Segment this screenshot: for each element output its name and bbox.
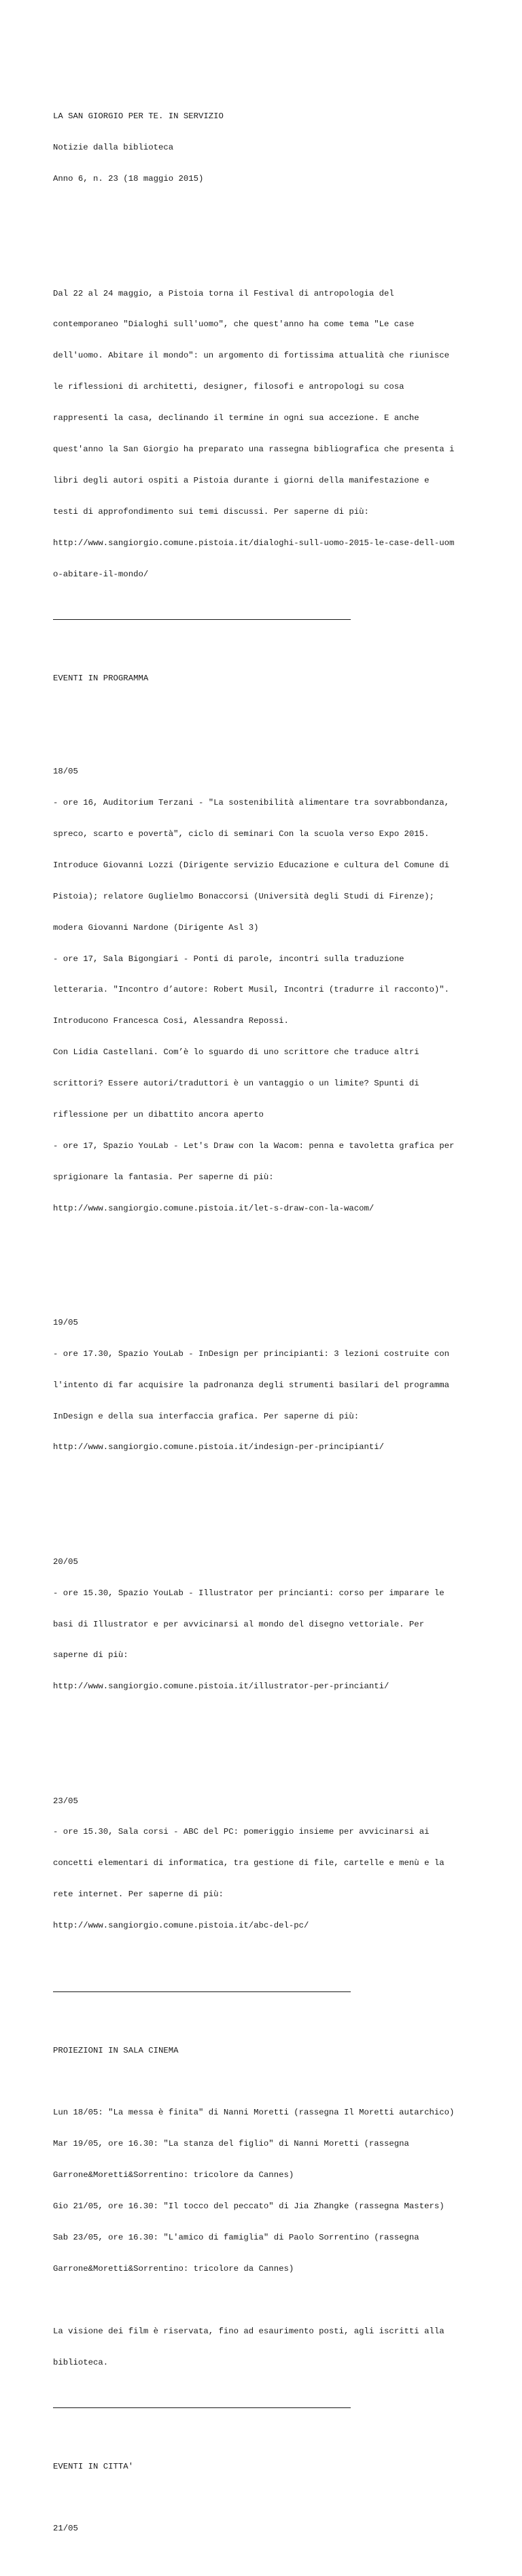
- event-day: [53, 1775, 488, 1952]
- intro-line: le riflessioni di architetti, designer, filosofi e antropologi su cosa: [53, 382, 404, 392]
- spacer: [53, 1495, 488, 1505]
- event-day: [53, 1297, 488, 1474]
- section-heading: EVENTI IN CITTA': [53, 2461, 134, 2471]
- screening-line: Lun 18/05: "La messa è finita" di Nanni Moretti (rassegna Il Moretti autarchico): [53, 2108, 455, 2118]
- event-line: InDesign e della sua interfaccia grafica. Per saperne di più:: [53, 1411, 360, 1421]
- event-line: - ore 17, Spazio YouLab - Let's Draw con la Wacom: penna e tavoletta grafica per: [53, 1141, 455, 1151]
- newsletter-title: LA SAN GIORGIO PER TE. IN SERVIZIO: [53, 111, 224, 122]
- newsletter-document: [53, 60, 488, 2576]
- event-link[interactable]: http://www.sangiorgio.comune.pistoia.it/abc-del-pc/: [53, 1921, 309, 1931]
- spacer: [53, 2077, 488, 2087]
- intro-line: libri degli autori ospiti a Pistoia durante i giorni della manifestazione e: [53, 475, 430, 485]
- intro-line: rappresenti la casa, declinando il termine in ogni sua accezione. E anche: [53, 413, 419, 423]
- cinema-note: La visione dei film è riservata, fino ad esaurimento posti, agli iscritti alla: [53, 2326, 445, 2336]
- event-line: concetti elementari di informatica, tra gestione di file, cartelle e menù e la: [53, 1858, 445, 1868]
- event-link[interactable]: http://www.sangiorgio.comune.pistoia.it/illustrator-per-princianti/: [53, 1682, 389, 1692]
- event-line: Pistoia); relatore Guglielmo Bonaccorsi (Università degli Studi di Firenze);: [53, 891, 434, 901]
- newsletter-issue: Anno 6, n. 23 (18 maggio 2015): [53, 174, 204, 184]
- event-date: 23/05: [53, 1796, 78, 1806]
- event-day: [53, 746, 488, 1235]
- event-line: modera Giovanni Nardone (Dirigente Asl 3): [53, 922, 259, 933]
- spacer: [53, 1734, 488, 1744]
- intro-line: dell'uomo. Abitare il mondo": un argomento di fortissima attualità che riunisce: [53, 351, 449, 361]
- event-line: sprigionare la fantasia. Per saperne di più:: [53, 1172, 274, 1182]
- intro-paragraph: [53, 268, 488, 601]
- intro-line: Dal 22 al 24 maggio, a Pistoia torna il Festival di antropologia del: [53, 288, 394, 298]
- intro-line: contemporaneo "Dialoghi sull'uomo", che quest'anno ha come tema "Le case: [53, 319, 415, 330]
- screening-line: Sab 23/05, ore 16.30: "L'amico di famiglia" di Paolo Sorrentino (rassegna: [53, 2233, 419, 2243]
- event-line: riflessione per un dibattito ancora aperto: [53, 1109, 264, 1119]
- event-line: Introducono Francesca Cosi, Alessandra Repossi.: [53, 1016, 289, 1026]
- spacer: [53, 2295, 488, 2305]
- event-date: 20/05: [53, 1556, 78, 1567]
- event-line: letteraria. "Incontro d’autore: Robert Musil, Incontri (tradurre il racconto)".: [53, 985, 449, 995]
- event-line: scrittori? Essere autori/traduttori è un vantaggio o un limite? Spunti di: [53, 1079, 419, 1089]
- event-line: spreco, scarto e povertà", ciclo di seminari Con la scuola verso Expo 2015.: [53, 829, 430, 839]
- newsletter-subtitle: Notizie dalla biblioteca: [53, 143, 174, 153]
- section-heading: PROIEZIONI IN SALA CINEMA: [53, 2045, 179, 2055]
- event-date: 21/05: [53, 2524, 78, 2534]
- screening-line: Gio 21/05, ore 16.30: "Il tocco del peccato" di Jia Zhangke (rassegna Masters): [53, 2201, 445, 2212]
- event-day: [53, 1536, 488, 1713]
- event-line: rete internet. Per saperne di più:: [53, 1890, 224, 1900]
- events-section: [53, 655, 488, 1973]
- event-date: 19/05: [53, 1317, 78, 1327]
- event-line: - ore 16, Auditorium Terzani - "La sostenibilità alimentare tra sovrabbondanza,: [53, 798, 449, 808]
- city-section: [53, 2443, 488, 2555]
- event-line: l'intento di far acquisire la padronanza degli strumenti basilari del programma: [53, 1380, 449, 1390]
- event-line: basi di Illustrator e per avvicinarsi al mondo del disegno vettoriale. Per: [53, 1619, 425, 1629]
- event-link[interactable]: http://www.sangiorgio.comune.pistoia.it/let-s-draw-con-la-wacom/: [53, 1203, 375, 1213]
- intro-link[interactable]: o-abitare-il-mondo/: [53, 569, 149, 579]
- event-link[interactable]: http://www.sangiorgio.comune.pistoia.it/indesign-per-principianti/: [53, 1442, 385, 1452]
- section-heading: EVENTI IN PROGRAMMA: [53, 673, 149, 683]
- event-date: 18/05: [53, 767, 78, 777]
- event-line: - ore 15.30, Sala corsi - ABC del PC: pomeriggio insieme per avvicinarsi ai: [53, 1827, 430, 1837]
- cinema-note: biblioteca.: [53, 2357, 109, 2367]
- spacer: [53, 2492, 488, 2503]
- spacer: [53, 1255, 488, 1266]
- event-line: saperne di più:: [53, 1650, 128, 1660]
- cinema-section: [53, 2027, 488, 2388]
- event-line: - ore 17.30, Spazio YouLab - InDesign per principianti: 3 lezioni costruite con: [53, 1348, 449, 1359]
- event-line: Con Lidia Castellani. Com’è lo sguardo di uno scrittore che traduce altri: [53, 1047, 419, 1058]
- intro-line: quest'anno la San Giorgio ha preparato una rassegna bibliografica che presenta i: [53, 444, 455, 454]
- newsletter-header: [53, 91, 488, 205]
- event-line: - ore 17, Sala Bigongiari - Ponti di parole, incontri sulla traduzione: [53, 954, 404, 964]
- event-line: - ore 15.30, Spazio YouLab - Illustrator per princianti: corso per imparare le: [53, 1588, 445, 1598]
- screening-line: Garrone&Moretti&Sorrentino: tricolore da Cannes): [53, 2263, 294, 2274]
- section-divider: [53, 621, 488, 624]
- screening-line: Garrone&Moretti&Sorrentino: tricolore da Cannes): [53, 2170, 294, 2180]
- screening-line: Mar 19/05, ore 16.30: "La stanza del figlio" di Nanni Moretti (rassegna: [53, 2139, 409, 2149]
- intro-line: testi di approfondimento sui temi discussi. Per saperne di più:: [53, 506, 369, 517]
- intro-link[interactable]: http://www.sangiorgio.comune.pistoia.it/dialoghi-sull-uomo-2015-le-case-dell-uom: [53, 538, 455, 548]
- section-divider: [53, 2409, 488, 2412]
- spacer: [53, 704, 488, 714]
- section-divider: [53, 1994, 488, 1996]
- spacer: [53, 226, 488, 237]
- event-line: Introduce Giovanni Lozzi (Dirigente servizio Educazione e cultura del Comune di: [53, 860, 449, 870]
